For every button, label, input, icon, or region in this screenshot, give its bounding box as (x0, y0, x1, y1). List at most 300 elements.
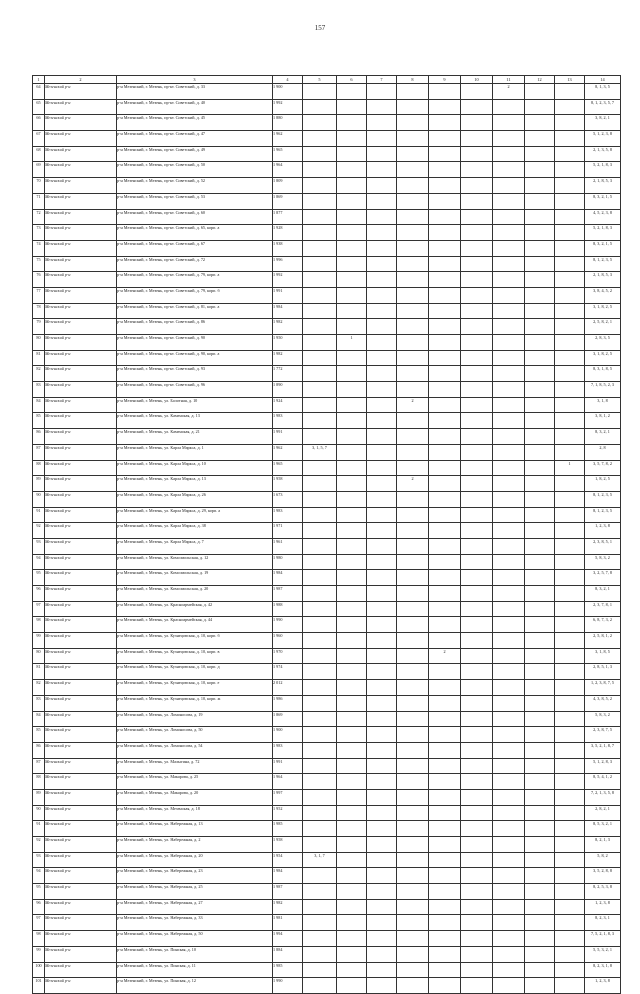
col7-cell (367, 789, 397, 805)
col5-cell (303, 99, 337, 115)
address-cell: р-н Мезенский, г. Мезень, ул. Пинская, д. 12 (117, 978, 273, 994)
address-cell: р-н Мезенский, г. Мезень, ул. Набережная, д. 2 (117, 837, 273, 853)
col13-cell (555, 178, 585, 194)
col8-cell (397, 586, 429, 602)
district-cell: Мезенский р-н (45, 962, 117, 978)
year-cell: 1 991 (273, 429, 303, 445)
col8-cell (397, 491, 429, 507)
address-cell: р-н Мезенский, г. Мезень, ул. Пинская, д. 10 (117, 946, 273, 962)
col8-cell (397, 978, 429, 994)
col8-cell (397, 852, 429, 868)
col13-cell (555, 852, 585, 868)
col10-cell (461, 837, 493, 853)
row-number: 79 (33, 319, 45, 335)
col5-cell (303, 538, 337, 554)
row-number: 80 (33, 335, 45, 351)
col14-cell: 2, 5, 8, 1, 2 (585, 633, 621, 649)
table-row (33, 664, 621, 680)
col5-cell (303, 413, 337, 429)
table-row (33, 99, 621, 115)
address-cell: р-н Мезенский, г. Мезень, пр-кт. Советский, д. 50 (117, 162, 273, 178)
col14-cell: 2, 8, 5, 1, 3 (585, 664, 621, 680)
col14-cell: 4, 5, 2, 3, 8 (585, 209, 621, 225)
col13-cell (555, 193, 585, 209)
col10-cell (461, 931, 493, 947)
table-row (33, 319, 621, 335)
col11-cell (493, 523, 525, 539)
table-row (33, 554, 621, 570)
district-cell: Мезенский р-н (45, 538, 117, 554)
col10-cell (461, 868, 493, 884)
row-number: 77 (33, 287, 45, 303)
col11-cell (493, 209, 525, 225)
col5-cell (303, 664, 337, 680)
table-row (33, 178, 621, 194)
col9-cell (429, 884, 461, 900)
col7-cell (367, 350, 397, 366)
table-row (33, 366, 621, 382)
table-row (33, 868, 621, 884)
year-cell: 1 984 (273, 570, 303, 586)
col14-cell: 2, 3, 8, 7, 5 (585, 727, 621, 743)
district-cell: Мезенский р-н (45, 84, 117, 100)
col6-cell (337, 225, 367, 241)
row-number: 98 (33, 931, 45, 947)
col6-cell (337, 162, 367, 178)
row-number: 78 (33, 303, 45, 319)
column-header-9: 9 (429, 76, 461, 84)
col13-cell (555, 84, 585, 100)
col8-cell (397, 131, 429, 147)
col12-cell (525, 366, 555, 382)
row-number: 84 (33, 397, 45, 413)
col6-cell (337, 146, 367, 162)
col6-cell (337, 805, 367, 821)
col7-cell (367, 272, 397, 288)
column-header-7: 7 (367, 76, 397, 84)
col14-cell: 8, 3, 2, 1 (585, 586, 621, 602)
col6-cell (337, 272, 367, 288)
address-cell: р-н Мезенский, г. Мезень, пр-кт. Советский, д. 49 (117, 146, 273, 162)
col7-cell (367, 146, 397, 162)
col12-cell (525, 507, 555, 523)
col8-cell (397, 695, 429, 711)
col10-cell (461, 350, 493, 366)
col9-cell (429, 852, 461, 868)
col8-cell (397, 727, 429, 743)
row-number: 87 (33, 444, 45, 460)
district-cell: Мезенский р-н (45, 617, 117, 633)
col8-cell (397, 382, 429, 398)
col12-cell (525, 680, 555, 696)
address-cell: р-н Мезенский, г. Мезень, пр-кт. Советский, д. 72 (117, 256, 273, 272)
col6-cell (337, 287, 367, 303)
column-header-11: 11 (493, 76, 525, 84)
col8-cell (397, 554, 429, 570)
row-number: 91 (33, 821, 45, 837)
col8-cell (397, 570, 429, 586)
col6-cell (337, 429, 367, 445)
col14-cell: 3, 1, 8, 2, 5 (585, 303, 621, 319)
col13-cell (555, 664, 585, 680)
col14-cell: 6, 8, 7, 3, 2 (585, 617, 621, 633)
col6-cell (337, 131, 367, 147)
year-cell: 1 950 (273, 335, 303, 351)
col14-cell: 2, 1, 8, 5, 3 (585, 178, 621, 194)
col6-cell (337, 178, 367, 194)
col6-cell (337, 99, 367, 115)
table-row (33, 680, 621, 696)
year-cell: 1 673 (273, 491, 303, 507)
col5-cell (303, 758, 337, 774)
col14-cell: 5, 8, 2 (585, 852, 621, 868)
col6-cell: 1 (337, 335, 367, 351)
row-number: 66 (33, 115, 45, 131)
col9-cell (429, 382, 461, 398)
col5-cell (303, 507, 337, 523)
col6-cell (337, 633, 367, 649)
col12-cell (525, 319, 555, 335)
row-number: 95 (33, 884, 45, 900)
col14-cell: 3, 5, 2, 8, 8 (585, 868, 621, 884)
col14-cell: 2, 1, 8, 5, 3 (585, 272, 621, 288)
year-cell: 1 952 (273, 805, 303, 821)
col6-cell (337, 978, 367, 994)
col9-cell (429, 491, 461, 507)
col7-cell (367, 240, 397, 256)
year-cell: 1 988 (273, 601, 303, 617)
col10-cell (461, 570, 493, 586)
table-row (33, 538, 621, 554)
year-cell: 1 961 (273, 538, 303, 554)
col5-cell (303, 382, 337, 398)
col14-cell: 8, 1, 2, 3, 5 (585, 507, 621, 523)
year-cell: 1 984 (273, 303, 303, 319)
address-cell: р-н Мезенский, г. Мезень, ул. Кузнецовская, д. 10, корп. б (117, 633, 273, 649)
address-cell: р-н Мезенский, г. Мезень, ул. Набережная, д. 50 (117, 931, 273, 947)
row-number: 101 (33, 978, 45, 994)
col8-cell (397, 837, 429, 853)
row-number: 82 (33, 366, 45, 382)
col13-cell (555, 491, 585, 507)
col6-cell (337, 695, 367, 711)
col12-cell (525, 868, 555, 884)
col8-cell (397, 664, 429, 680)
col13-cell (555, 303, 585, 319)
col12-cell (525, 774, 555, 790)
col5-cell (303, 805, 337, 821)
year-cell: 2 012 (273, 680, 303, 696)
col14-cell: 3, 8, 1, 2 (585, 413, 621, 429)
year-cell: 1 983 (273, 413, 303, 429)
col11-cell (493, 695, 525, 711)
column-header-5: 5 (303, 76, 337, 84)
district-cell: Мезенский р-н (45, 272, 117, 288)
col5-cell (303, 946, 337, 962)
column-header-2: 2 (45, 76, 117, 84)
district-cell: Мезенский р-н (45, 429, 117, 445)
row-number: 85 (33, 727, 45, 743)
col11-cell (493, 429, 525, 445)
col11-cell (493, 758, 525, 774)
col9-cell (429, 303, 461, 319)
col12-cell (525, 460, 555, 476)
col6-cell (337, 382, 367, 398)
col12-cell (525, 852, 555, 868)
col14-cell: 8, 1, 3, 5 (585, 84, 621, 100)
col12-cell (525, 350, 555, 366)
col7-cell (367, 742, 397, 758)
col5-cell (303, 162, 337, 178)
column-header-6: 6 (337, 76, 367, 84)
col10-cell (461, 240, 493, 256)
col11-cell (493, 178, 525, 194)
col8-cell (397, 931, 429, 947)
col5-cell (303, 131, 337, 147)
col12-cell (525, 256, 555, 272)
district-cell: Мезенский р-н (45, 491, 117, 507)
col12-cell (525, 648, 555, 664)
year-cell: 1 938 (273, 240, 303, 256)
col12-cell (525, 84, 555, 100)
col13-cell (555, 225, 585, 241)
col12-cell (525, 146, 555, 162)
district-cell: Мезенский р-н (45, 884, 117, 900)
col5-cell (303, 727, 337, 743)
col10-cell (461, 727, 493, 743)
col14-cell: 7, 1, 8, 5, 2, 3 (585, 382, 621, 398)
col7-cell (367, 287, 397, 303)
district-cell: Мезенский р-н (45, 680, 117, 696)
col5-cell: 3, 1, 7 (303, 852, 337, 868)
col11-cell (493, 789, 525, 805)
col7-cell (367, 319, 397, 335)
table-row (33, 978, 621, 994)
table-row (33, 946, 621, 962)
address-cell: р-н Мезенский, г. Мезень, ул. Пинская, д. 11 (117, 962, 273, 978)
address-cell: р-н Мезенский, г. Мезень, ул. Малыгина, д. 72 (117, 758, 273, 774)
district-cell: Мезенский р-н (45, 711, 117, 727)
col11-cell (493, 303, 525, 319)
district-cell: Мезенский р-н (45, 648, 117, 664)
col7-cell (367, 805, 397, 821)
district-cell: Мезенский р-н (45, 256, 117, 272)
col8-cell (397, 225, 429, 241)
col8-cell (397, 742, 429, 758)
district-cell: Мезенский р-н (45, 335, 117, 351)
address-cell: р-н Мезенский, г. Мезень, пр-кт. Советский, д. 45 (117, 115, 273, 131)
col14-cell: 4, 3, 8, 5, 2 (585, 695, 621, 711)
column-header-12: 12 (525, 76, 555, 84)
district-cell: Мезенский р-н (45, 852, 117, 868)
address-cell: р-н Мезенский, г. Мезень, пр-кт. Советский, д. 52 (117, 178, 273, 194)
col7-cell (367, 962, 397, 978)
col10-cell (461, 774, 493, 790)
col10-cell (461, 633, 493, 649)
col12-cell (525, 382, 555, 398)
district-cell: Мезенский р-н (45, 146, 117, 162)
address-cell: р-н Мезенский, г. Мезень, ул. Макарова, д. 25 (117, 774, 273, 790)
col9-cell (429, 899, 461, 915)
register-table (32, 75, 621, 994)
col7-cell (367, 115, 397, 131)
col6-cell (337, 946, 367, 962)
col13-cell (555, 240, 585, 256)
col5-cell (303, 460, 337, 476)
col6-cell (337, 915, 367, 931)
table-row (33, 209, 621, 225)
col7-cell (367, 727, 397, 743)
col8-cell (397, 884, 429, 900)
address-cell: р-н Мезенский, г. Мезень, пр-кт. Советский, д. 65, корп. а (117, 225, 273, 241)
year-cell: 1 971 (273, 523, 303, 539)
col14-cell: 5, 1, 2, 8, 3 (585, 758, 621, 774)
col5-cell (303, 899, 337, 915)
row-number: 99 (33, 946, 45, 962)
year-cell: 1 990 (273, 978, 303, 994)
column-header-14: 14 (585, 76, 621, 84)
col6-cell (337, 837, 367, 853)
col13-cell (555, 821, 585, 837)
col12-cell (525, 931, 555, 947)
district-cell: Мезенский р-н (45, 789, 117, 805)
col6-cell (337, 899, 367, 915)
col12-cell (525, 617, 555, 633)
table-row (33, 162, 621, 178)
column-header-10: 10 (461, 76, 493, 84)
col14-cell: 3, 2, 5, 7, 8 (585, 570, 621, 586)
col8-cell (397, 256, 429, 272)
col9-cell (429, 444, 461, 460)
col8-cell (397, 538, 429, 554)
col6-cell (337, 617, 367, 633)
table-row (33, 84, 621, 100)
col7-cell (367, 444, 397, 460)
year-cell: 1 900 (273, 84, 303, 100)
address-cell: р-н Мезенский, г. Мезень, ул. Каменская, д. 21 (117, 429, 273, 445)
col12-cell (525, 444, 555, 460)
col6-cell (337, 711, 367, 727)
col9-cell (429, 366, 461, 382)
year-cell: 1 772 (273, 366, 303, 382)
column-header-13: 13 (555, 76, 585, 84)
col5-cell (303, 648, 337, 664)
col6-cell (337, 774, 367, 790)
address-cell: р-н Мезенский, г. Мезень, ул. Набережная, д. 25 (117, 884, 273, 900)
col5-cell (303, 837, 337, 853)
col10-cell (461, 460, 493, 476)
col6-cell (337, 413, 367, 429)
col13-cell (555, 115, 585, 131)
table-row (33, 397, 621, 413)
col11-cell (493, 350, 525, 366)
col6-cell (337, 397, 367, 413)
district-cell: Мезенский р-н (45, 931, 117, 947)
table-row (33, 837, 621, 853)
col8-cell (397, 946, 429, 962)
col14-cell: 8, 2, 5, 3, 8 (585, 884, 621, 900)
address-cell: р-н Мезенский, г. Мезень, пр-кт. Советский, д. 47 (117, 131, 273, 147)
col13-cell (555, 617, 585, 633)
col10-cell (461, 962, 493, 978)
col7-cell (367, 884, 397, 900)
table-row (33, 460, 621, 476)
col14-cell: 3, 1, 8 (585, 397, 621, 413)
col10-cell (461, 225, 493, 241)
col7-cell (367, 382, 397, 398)
col9-cell (429, 350, 461, 366)
col10-cell (461, 303, 493, 319)
col5-cell (303, 978, 337, 994)
col12-cell (525, 131, 555, 147)
year-cell: 1 974 (273, 664, 303, 680)
col12-cell (525, 240, 555, 256)
col9-cell (429, 821, 461, 837)
col13-cell (555, 884, 585, 900)
row-number: 93 (33, 852, 45, 868)
col7-cell (367, 617, 397, 633)
col10-cell (461, 758, 493, 774)
year-cell: 1 954 (273, 852, 303, 868)
col7-cell (367, 99, 397, 115)
col8-cell (397, 444, 429, 460)
district-cell: Мезенский р-н (45, 507, 117, 523)
col13-cell (555, 695, 585, 711)
col7-cell (367, 209, 397, 225)
district-cell: Мезенский р-н (45, 664, 117, 680)
address-cell: р-н Мезенский, г. Мезень, ул. Кузнецовская, д. 10, корп. в (117, 648, 273, 664)
col11-cell (493, 633, 525, 649)
address-cell: р-н Мезенский, г. Мезень, пр-кт. Советский, д. 93 (117, 366, 273, 382)
col6-cell (337, 193, 367, 209)
col6-cell (337, 648, 367, 664)
col12-cell (525, 115, 555, 131)
col8-cell (397, 84, 429, 100)
col6-cell (337, 727, 367, 743)
district-cell: Мезенский р-н (45, 178, 117, 194)
col9-cell (429, 554, 461, 570)
col9-cell (429, 868, 461, 884)
table-row (33, 350, 621, 366)
row-number: 93 (33, 538, 45, 554)
col7-cell (367, 335, 397, 351)
col12-cell (525, 523, 555, 539)
col9-cell (429, 617, 461, 633)
col6-cell (337, 303, 367, 319)
col6-cell (337, 460, 367, 476)
col7-cell (367, 523, 397, 539)
col11-cell (493, 617, 525, 633)
address-cell: р-н Мезенский, г. Мезень, пр-кт. Советский, д. 86 (117, 319, 273, 335)
col7-cell (367, 774, 397, 790)
column-header-8: 8 (397, 76, 429, 84)
col14-cell: 8, 1, 2, 3, 5 (585, 491, 621, 507)
address-cell: р-н Мезенский, г. Мезень, пр-кт. Советский, д. 96 (117, 382, 273, 398)
col10-cell (461, 617, 493, 633)
col9-cell (429, 287, 461, 303)
row-number: 81 (33, 350, 45, 366)
district-cell: Мезенский р-н (45, 303, 117, 319)
col12-cell (525, 476, 555, 492)
address-cell: р-н Мезенский, г. Мезень, ул. Карла Маркса, д. 38 (117, 523, 273, 539)
table-row (33, 931, 621, 947)
col5-cell (303, 523, 337, 539)
table-row (33, 429, 621, 445)
col8-cell (397, 350, 429, 366)
col9-cell (429, 538, 461, 554)
column-header-1: 1 (33, 76, 45, 84)
col6-cell (337, 84, 367, 100)
